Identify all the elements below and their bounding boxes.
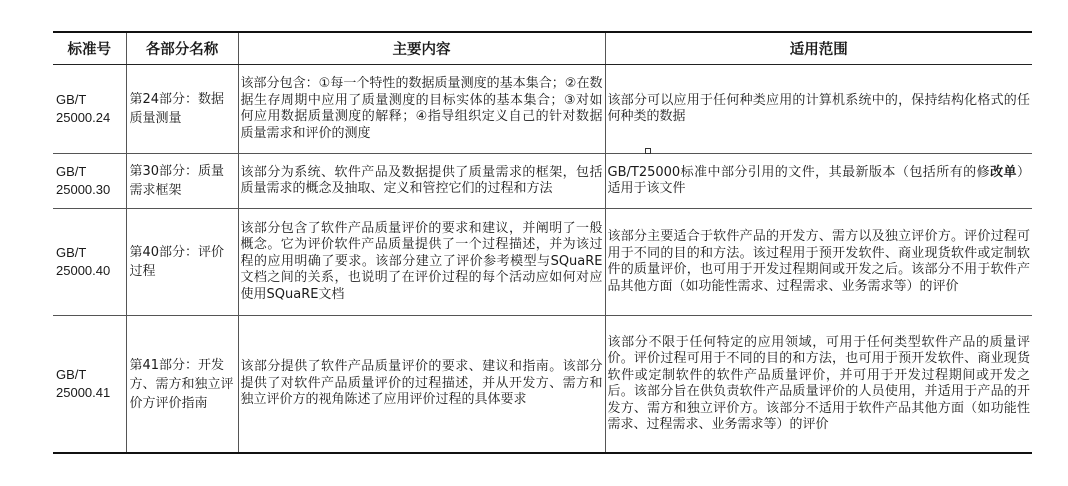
table-header-row: [53, 32, 1032, 65]
std-no-number: 25000.24: [56, 110, 111, 125]
header-main-content: 主要内容: [238, 32, 605, 65]
table-row: [53, 65, 1032, 154]
main-content-cell: 该部分提供了软件产品质量评价的要求、建议和指南。该部分提供了对软件产品质量评价的过程描述，并从开发方、需方和独立评价方的视角陈述了应用评价过程的具体要求: [238, 316, 605, 454]
table-row: [53, 209, 1032, 316]
standards-table-container: [53, 31, 1032, 454]
standards-table: [53, 31, 1032, 454]
scope-cell: 该部分可以应用于任何种类应用的计算机系统中的，保持结构化格式的任何种类的数据: [605, 65, 1032, 154]
scope-text-after: ）适用于该文件: [607, 164, 1030, 196]
main-content-cell: 该部分包含：①每一个特性的数据质量测度的基本集合；②在数据生存周期中应用了质量测度的目标实体的基本集合；③对如何应用数据质量测度的解释；④指导组织定义自己的针对数据质量需求和评价的测度: [238, 65, 605, 154]
main-content-cell: 该部分为系统、软件产品及数据提供了质量需求的框架，包括质量需求的概念及抽取、定义和管控它们的过程和方法: [238, 154, 605, 209]
part-name-cell: 第40部分：评价过程: [126, 209, 238, 316]
part-name-cell: 第41部分：开发方、需方和独立评价方评价指南: [126, 316, 238, 454]
scope-cell: 该部分主要适合于软件产品的开发方、需方以及独立评价方。评价过程可用于不同的目的和方法。该过程用于预开发软件、商业现货软件或定制软件的质量评价，也可用于开发过程期间或开发之后。该部分不用于软件产品其他方面（如功能性需求、过程需求、业务需求等）的评价: [605, 209, 1032, 316]
scope-text-bold: 改单: [990, 164, 1017, 180]
scope-cell: [605, 154, 1032, 209]
table-row: [53, 316, 1032, 454]
std-no-prefix: GB/T: [56, 92, 87, 107]
std-no-number: 25000.41: [56, 385, 111, 400]
std-no-cell: [53, 65, 126, 154]
std-no-number: 25000.40: [56, 263, 111, 278]
table-row: [53, 154, 1032, 209]
part-name-cell: 第30部分：质量需求框架: [126, 154, 238, 209]
scope-cell: 该部分不限于任何特定的应用领域，可用于任何类型软件产品的质量评价。评价过程可用于不同的目的和方法，也可用于预开发软件、商业现货软件或定制软件的软件产品质量评价，并可用于开发过程期间或开发之后。该部分旨在供负责软件产品质量评价的人员使用，并适用于产品的开发方、需方和独立评价方。该部分不适用于软件产品其他方面（如功能性需求、过程需求、业务需求等）的评价: [605, 316, 1032, 454]
std-no-cell: [53, 154, 126, 209]
header-std-no: 标准号: [53, 32, 126, 65]
stray-mark-square: [645, 148, 651, 154]
std-no-prefix: GB/T: [56, 367, 87, 382]
std-no-cell: [53, 316, 126, 454]
header-part-name: 各部分名称: [126, 32, 238, 65]
std-no-prefix: GB/T: [56, 245, 87, 260]
header-scope: 适用范围: [605, 32, 1032, 65]
main-content-cell: 该部分包含了软件产品质量评价的要求和建议，并阐明了一般概念。它为评价软件产品质量提供了一个过程描述，并为该过程的应用明确了要求。该部分建立了评价参考模型与SQuaRE文档之间的关系，也说明了在评价过程的每个活动应如何对应使用SQuaRE文档: [238, 209, 605, 316]
std-no-number: 25000.30: [56, 182, 111, 197]
part-name-cell: 第24部分：数据质量测量: [126, 65, 238, 154]
std-no-prefix: GB/T: [56, 164, 87, 179]
scope-text-before: GB/T25000标准中部分引用的文件，其最新版本（包括所有的修: [607, 164, 991, 180]
std-no-cell: [53, 209, 126, 316]
